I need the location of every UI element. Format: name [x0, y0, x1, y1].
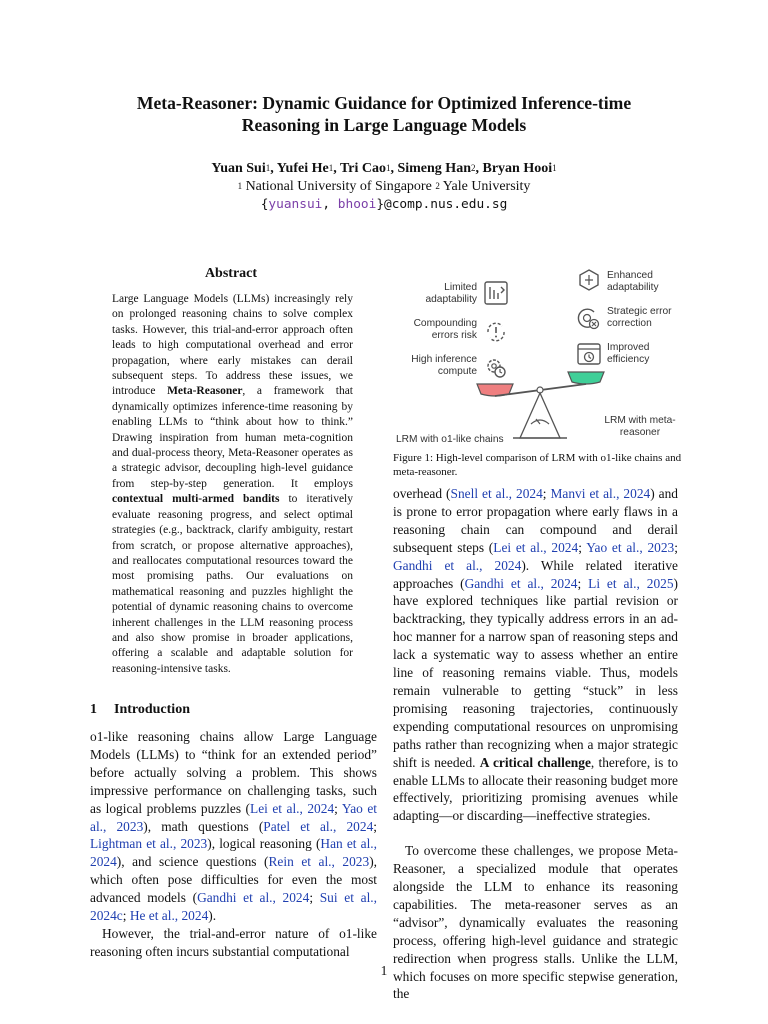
compute-gear-icon: [484, 356, 508, 380]
author-name: Yufei He: [276, 161, 329, 176]
paragraph: To overcome these challenges, we propose Meta-Reasoner, a specialized module that operates alongside the LLM to enhance its reasoning capabilities. The meta-reasoner serves as an “advisor”, dynamically evaluates the reasoning process, offering high-level guidance and strategic redirection when progress stalls. Unlike the LLM, which focuses on more specific stepwise generation, the: [393, 843, 678, 1002]
left-label-3: [397, 354, 477, 378]
label-line: Enhanced: [607, 270, 653, 281]
author-name: Tri Cao: [339, 161, 386, 176]
text: ;: [334, 800, 342, 816]
text: ;: [542, 486, 551, 501]
text: ;: [674, 539, 678, 555]
author-list: Yuan Sui$^1$, Yufei He$^1$, Tri Cao$^1$, Simeng Han$^2$, Bryan Hooi$^1$: [211, 161, 557, 176]
affil-sup: 2: [435, 181, 440, 191]
label-line: adaptability: [425, 294, 477, 305]
author-sup: 1: [385, 163, 391, 173]
label-line: Strategic error: [607, 306, 672, 317]
intro-text: [90, 728, 377, 961]
abstract-body: [112, 292, 353, 677]
label-line: Limited: [444, 282, 477, 293]
citation-link[interactable]: Li et al., 2025: [588, 575, 674, 591]
right-base-label: [596, 415, 684, 439]
text: ;: [577, 575, 589, 591]
author-name: Yuan Sui: [211, 161, 266, 176]
adaptability-hexagon-icon: [577, 268, 601, 292]
citation-link[interactable]: Yao et al., 2023: [90, 800, 377, 834]
label-line: adaptability: [607, 282, 659, 293]
right-pan: [568, 372, 604, 384]
paragraph: [90, 728, 377, 925]
adaptability-icon: [483, 280, 509, 306]
affiliation-1: National University of Singapore: [245, 179, 432, 194]
citation-link[interactable]: Gandhi et al., 2024: [393, 557, 522, 573]
citation-link[interactable]: Manvi et al., 2024: [550, 486, 651, 501]
abstract-text: , a framework that dynamically optimizes inference-time reasoning by enabling LLMs to “think about how to think.” Drawing inspiration from human meta-cognition and dual-process theory, Meta-Reasoner operates as a strategic advisor, decoupling high-level guidance from step-by-step generation. It employs: [112, 385, 353, 490]
page-number: 1: [380, 963, 388, 978]
abstract-bold: Meta-Reasoner: [167, 385, 243, 398]
left-base-label: LRM with o1-like chains: [396, 434, 504, 445]
text: ), logical reasoning (: [207, 836, 321, 852]
section-heading: [90, 702, 190, 718]
text: ) and is prone to error propagation where early flaws in a reasoning chain can compound and derail subsequent steps (: [393, 486, 678, 555]
citation-link[interactable]: Gandhi et al., 2024: [197, 890, 310, 906]
section-number: 1: [90, 702, 97, 717]
affiliations: [84, 178, 684, 196]
right-label-3: [607, 342, 649, 366]
label-line: reasoner: [619, 427, 661, 438]
title-line-2: Reasoning in Large Language Models: [241, 115, 527, 135]
email-sep: ,: [322, 197, 338, 212]
label-line: correction: [607, 318, 652, 329]
citation-link[interactable]: Gandhi et al., 2024: [464, 575, 578, 591]
affiliation-2: Yale University: [442, 179, 531, 194]
label-line: Improved: [607, 342, 650, 353]
paper-title: [84, 92, 684, 136]
text: ) have explored techniques like partial revision or backtracking, they typically address errors in an ad-hoc manner for a narrow span of reasoning steps and lack a systematic way to assess whether an entire line of reasoning remains viable. Thus, models remain vulnerable to getting “stuck” in less promising reasoning trajectories, continuously expending computational resources on unpromising paths rather than recognizing when a major strategic shift is needed.: [393, 575, 678, 770]
citation-link[interactable]: Han et al., 2024: [90, 836, 378, 870]
email-domain: }@comp.nus.edu.sg: [376, 197, 508, 212]
text: ), math questions (: [143, 818, 264, 834]
author-sup: 1: [552, 163, 557, 173]
text: ;: [373, 818, 377, 834]
scale-stand: [520, 393, 560, 438]
label-line: efficiency: [607, 354, 650, 365]
contact-email: [84, 196, 684, 214]
text: , therefore, is to enable LLMs to allocate their reasoning budget more effectively, prioritizing promising avenues while adapting—or discarding—ineffective strategies.: [393, 754, 679, 824]
paragraph: [393, 485, 678, 825]
email-brace: {: [260, 197, 269, 212]
left-label-1: [403, 282, 477, 306]
right-column-text: [393, 485, 678, 1003]
citation-link[interactable]: He et al., 2024: [129, 908, 209, 924]
right-label-2: [607, 306, 672, 330]
figure-1: [393, 262, 683, 450]
text: o1-like reasoning chains allow Large Language Models (LLMs) to “think for an extended period” before actually solving a problem. This shows impressive performance on challenging tasks, such as logical problems puzzles (: [90, 729, 377, 816]
text: ;: [578, 539, 587, 555]
label-line: High inference: [411, 354, 477, 365]
citation-link[interactable]: Sui et al., 2024c: [90, 890, 377, 924]
text: ), which often pose difficulties for even the most advanced models (: [90, 854, 377, 906]
paragraph: However, the trial-and-error nature of o1-like reasoning often incurs substantial computational: [90, 925, 377, 959]
citation-link[interactable]: Yao et al., 2023: [586, 539, 675, 555]
abstract-text: to iteratively evaluate reasoning progress, and select optimal strategies (e.g., backtrack, clarify ambiguity, restart from scratch, or propose alternative approaches), and reallocates computational resources toward the most promising paths. Our evaluations on mathematical reasoning and puzzles highlight the potential of dynamic reasoning chains to overcome inherent challenges in the LLM reasoning process and also show promise in broader applications, offering a scalable and adaptable solution for reasoning-intensive tasks.: [112, 493, 353, 675]
author-sup: 1: [265, 163, 271, 173]
text: overhead (: [393, 486, 451, 501]
email-user: yuansui: [268, 197, 323, 212]
citation-link[interactable]: Patel et al., 2024: [263, 818, 374, 834]
section-title: Introduction: [114, 702, 190, 717]
abstract-bold: contextual multi-armed bandits: [112, 493, 280, 506]
text: ). While related iterative approaches (: [393, 557, 678, 591]
email-user: bhooi: [337, 197, 377, 212]
citation-link[interactable]: Rein et al., 2023: [268, 854, 370, 870]
text: ), and science questions (: [116, 854, 269, 870]
label-line: LRM with meta-: [604, 415, 676, 426]
author-name: Bryan Hooi: [482, 161, 553, 176]
right-label-1: [607, 270, 659, 294]
label-line: Compounding: [413, 318, 477, 329]
author-name: Simeng Han: [397, 161, 471, 176]
label-line: compute: [437, 366, 477, 377]
label-line: errors risk: [431, 330, 477, 341]
citation-link[interactable]: Snell et al., 2024: [450, 486, 543, 501]
citation-link[interactable]: Lightman et al., 2023: [90, 836, 208, 852]
title-line-1: Meta-Reasoner: Dynamic Guidance for Optimized Inference-time: [136, 93, 632, 113]
figure-caption: Figure 1: High-level comparison of LRM with o1-like chains and meta-reasoner.: [393, 452, 682, 478]
left-label-2: [397, 318, 477, 342]
citation-link[interactable]: Lei et al., 2024: [493, 539, 579, 555]
error-risk-icon: [484, 320, 508, 344]
author-sup: 1: [328, 163, 334, 173]
text: ;: [122, 908, 130, 924]
affil-sup: 1: [237, 181, 243, 191]
bold-text: A critical challenge: [479, 754, 591, 770]
text: ;: [309, 890, 320, 906]
efficiency-icon: [576, 342, 602, 368]
abstract-heading: Abstract: [204, 266, 258, 281]
error-correction-icon: [576, 306, 602, 332]
citation-link[interactable]: Lei et al., 2024: [250, 800, 335, 816]
text: ).: [208, 908, 217, 924]
author-sup: 2: [470, 163, 476, 173]
balance-scale-icon: [473, 380, 593, 450]
abstract-text: Large Language Models (LLMs) increasingly rely on prolonged reasoning chains to solve complex tasks. However, this trial-and-error approach often leads to high computational overhead and error propagation, where early mistakes can derail subsequent steps. To address these issues, we introduce: [112, 293, 353, 398]
